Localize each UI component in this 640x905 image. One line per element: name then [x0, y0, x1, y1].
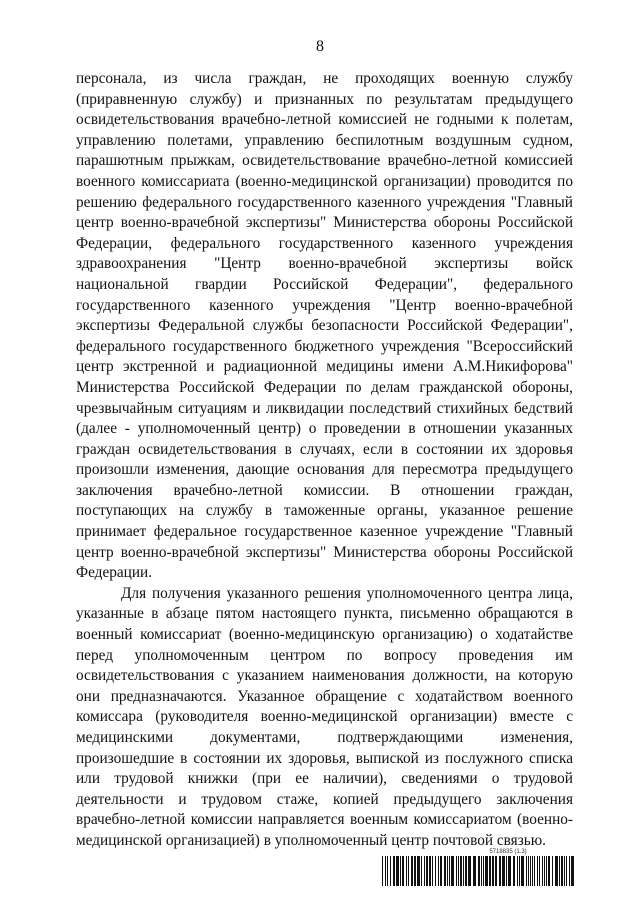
- document-body: [76, 69, 573, 852]
- page-number: 8: [316, 38, 324, 55]
- barcode-icon: [381, 856, 575, 886]
- barcode-caption: 5718835 (1.3): [489, 849, 527, 855]
- document-barcode: [381, 848, 575, 886]
- paragraph-continued: персонала, из числа граждан, не проходящих военную службу (приравненную службу) и признанных по результатам предыдущего освидетельствования врачебно-летной комиссией не годными к полетам, управлению полетами, управлению беспилотным воздушным судном, парашютным прыжкам, освидетельствование врачебно-летной комиссией военного комиссариата (военно-медицинской организации) проводится по решению федерального государственного казенного учреждения "Главный центр военно-врачебной экспертизы" Министерства обороны Российской Федерации, федерального государственного казенного учреждения здравоохранения "Центр военно-врачебной экспертизы войск национальной гвардии Российской Федерации", федерального государственного казенного учреждения "Центр военно-врачебной экспертизы Федеральной службы безопасности Российской Федерации", федерального государственного бюджетного учреждения "Всероссийский центр экстренной и радиационной медицины имени А.М.Никифорова" Министерства Российской Федерации по делам гражданской обороны, чрезвычайным ситуациям и ликвидации последствий стихийных бедствий (далее - уполномоченный центр) о проведении в отношении указанных граждан освидетельствования в случаях, если в состоянии их здоровья произошли изменения, дающие основания для пересмотра предыдущего заключения врачебно-летной комиссии. В отношении граждан, поступающих на службу в таможенные органы, указанное решение принимает федеральное государственное казенное учреждение "Главный центр военно-врачебной экспертизы" Министерства обороны Российской Федерации.: [76, 70, 573, 582]
- paragraph: Для получения указанного решения уполномоченного центра лица, указанные в абзаце пятом настоящего пункта, письменно обращаются в военный комиссариат (военно-медицинскую организацию) о ходатайстве перед уполномоченным центром по вопросу проведения им освидетельствования с указанием наименования должности, на которую они предназначаются. Указанное обращение с ходатайством военного комиссара (руководителя военно-медицинской организации) вместе с медицинскими документами, подтверждающими изменения, произошедшие в состоянии их здоровья, выпиской из послужного списка или трудовой книжки (при ее наличии), сведениями о трудовой деятельности и трудовом стаже, копией предыдущего заключения врачебно-летной комиссии направляется военным комиссариатом (военно-медицинской организацией) в уполномоченный центр почтовой связью.: [76, 584, 573, 849]
